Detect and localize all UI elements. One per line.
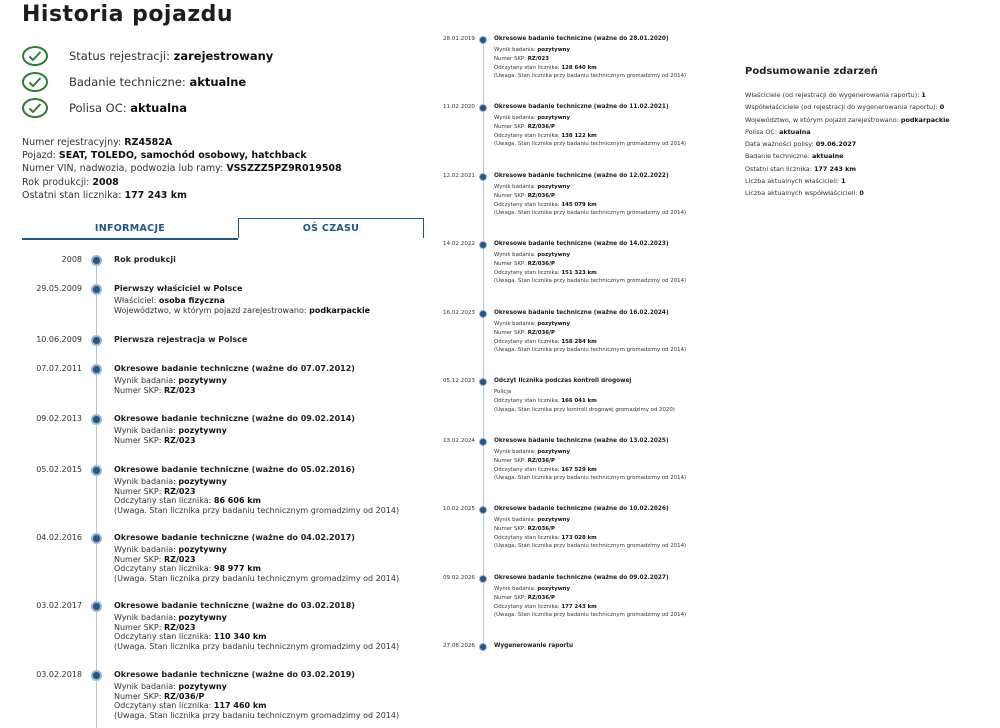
timeline-dot-icon	[479, 575, 487, 583]
event-detail-line: Odczytany stan licznika: 98 977 km	[114, 564, 261, 574]
event-detail-line: Wynik badania: pozytywny	[494, 586, 571, 592]
vehicle-info	[22, 136, 342, 202]
event-title: Okresowe badanie techniczne (ważne do 07.07.2012)	[114, 364, 355, 373]
event-detail-line: (Uwaga. Stan licznika przy badaniu technicznym gromadzimy od 2014)	[494, 141, 687, 148]
event-detail-line: Odczytany stan licznika: 145 079 km	[494, 201, 597, 208]
event-detail-line: Numer SKP: RZ/036/P	[494, 457, 555, 464]
event-detail-line: Wynik badania: pozytywny	[494, 252, 571, 258]
event-detail-line: Wynik badania: pozytywny	[114, 376, 227, 385]
summary-item: Ostatni stan licznika: 177 243 km	[745, 164, 856, 173]
event-title: Okresowe badanie techniczne (ważne do 04.02.2017)	[114, 533, 355, 542]
event-date: 14.02.2022	[442, 241, 475, 247]
timeline-dot-icon	[479, 438, 487, 446]
status-registration: Status rejestracji: zarejestrowany	[22, 44, 273, 68]
event-details	[494, 251, 686, 286]
event-date: 10.02.2025	[442, 506, 475, 512]
event-detail-line: Numer SKP: RZ/023	[114, 554, 196, 564]
timeline-dot-icon	[91, 601, 102, 612]
event-details	[494, 46, 686, 81]
event-date: 16.02.2023	[442, 310, 475, 316]
event-title: Okresowe badanie techniczne (ważne do 10.02.2026)	[494, 506, 669, 512]
tab-os-czasu[interactable]: OŚ CZASU	[238, 218, 424, 238]
event-title: Okresowe badanie techniczne (ważne do 09.02.2027)	[494, 575, 669, 581]
event-title: Okresowe badanie techniczne (ważne do 03.02.2019)	[114, 670, 355, 679]
event-date: 05.02.2015	[36, 465, 82, 474]
summary-item: Właściciele (od rejestracji do wygenerowania raportu): 1	[745, 91, 926, 99]
event-title: Okresowe badanie techniczne (ważne do 11.02.2021)	[494, 104, 669, 110]
event-detail-line: Wynik badania: pozytywny	[114, 613, 227, 622]
event-detail-line: Policja	[494, 389, 512, 395]
event-details	[114, 376, 227, 395]
event-detail-line: Wynik badania: pozytywny	[494, 47, 571, 53]
event-date: 28.01.2019	[442, 36, 475, 42]
event-details	[114, 545, 399, 583]
event-details	[494, 114, 686, 149]
event-title: Okresowe badanie techniczne (ważne do 12.02.2022)	[494, 173, 669, 179]
event-detail-line: Województwo, w którym pojazd zarejestrowano: podkarpackie	[114, 305, 371, 315]
check-circle-icon	[22, 46, 48, 66]
event-date: 09.02.2013	[36, 414, 82, 423]
event-title: Okresowe badanie techniczne (ważne do 13.02.2025)	[494, 438, 669, 444]
event-detail-line: Wynik badania: pozytywny	[494, 115, 571, 121]
event-detail-line: (Uwaga. Stan licznika przy badaniu technicznym gromadzimy od 2014)	[494, 73, 687, 80]
timeline-dot-icon	[91, 284, 102, 295]
event-detail-line: (Uwaga. Stan licznika przy badaniu technicznym gromadzimy od 2014)	[494, 475, 687, 482]
event-details	[114, 296, 370, 315]
event-detail-line: Wynik badania: pozytywny	[114, 477, 227, 486]
vehicle-model: Pojazd: SEAT, TOLEDO, samochód osobowy, hatchback	[22, 150, 307, 162]
event-title: Okresowe badanie techniczne (ważne do 09.02.2014)	[114, 414, 355, 423]
summary-title: Podsumowanie zdarzeń	[745, 66, 878, 77]
event-date: 29.05.2009	[36, 284, 82, 293]
event-detail-line: (Uwaga. Stan licznika przy badaniu technicznym gromadzimy od 2014)	[494, 210, 687, 217]
event-detail-line: (Uwaga. Stan licznika przy badaniu technicznym gromadzimy od 2014)	[114, 573, 400, 583]
vehicle-mileage: Ostatni stan licznika: 177 243 km	[22, 189, 187, 201]
vehicle-vin: Numer VIN, nadwozia, podwozia lub ramy: VSSZZZ5PZ9R019508	[22, 163, 342, 175]
event-detail-line: Odczytany stan licznika: 177 243 km	[494, 603, 597, 610]
event-detail-line: Wynik badania: pozytywny	[494, 184, 571, 190]
event-detail-line: (Uwaga. Stan licznika przy badaniu technicznym gromadzimy od 2014)	[114, 641, 400, 651]
event-details	[114, 613, 399, 651]
event-date: 09.02.2026	[442, 575, 475, 581]
summary-item: Liczba aktualnych współwłaścicieli: 0	[745, 189, 864, 198]
event-detail-line: Odczytany stan licznika: 167 529 km	[494, 466, 597, 473]
event-detail-line: Numer SKP: RZ/036/P	[494, 525, 555, 532]
event-detail-line: Odczytany stan licznika: 151 323 km	[494, 269, 597, 276]
event-detail-line: Numer SKP: RZ/023	[114, 435, 196, 445]
event-detail-line: Odczytany stan licznika: 128 640 km	[494, 64, 597, 71]
timeline-dot-icon	[479, 36, 487, 44]
event-detail-line: (Uwaga. Stan licznika przy badaniu technicznym gromadzimy od 2014)	[494, 347, 687, 354]
event-detail-line: Numer SKP: RZ/036/P	[114, 691, 205, 701]
timeline-dot-icon	[479, 506, 487, 514]
event-detail-line: (Uwaga. Stan licznika przy badaniu technicznym gromadzimy od 2014)	[494, 543, 687, 550]
event-date: 04.02.2016	[36, 533, 82, 542]
event-title: Odczyt licznika podczas kontroli drogowej	[494, 378, 632, 384]
event-detail-line: Numer SKP: RZ/023	[114, 385, 196, 395]
event-details	[114, 682, 399, 720]
page-title: Historia pojazdu	[22, 2, 234, 27]
check-circle-icon	[22, 98, 48, 118]
event-date: 07.07.2011	[36, 364, 82, 373]
event-title: Pierwszy właściciel w Polsce	[114, 284, 243, 293]
event-detail-line: Numer SKP: RZ/036/P	[494, 594, 555, 601]
event-title: Rok produkcji	[114, 255, 176, 264]
summary-item: Data ważności polisy: 09.06.2027	[745, 140, 857, 149]
timeline-dot-icon	[91, 414, 102, 425]
event-date: 13.02.2024	[442, 438, 475, 444]
event-title: Okresowe badanie techniczne (ważne do 16.02.2024)	[494, 310, 669, 316]
event-detail-line: Odczytany stan licznika: 158 284 km	[494, 338, 597, 345]
summary-item: Województwo, w którym pojazd zarejestrowano: podkarpackie	[745, 115, 950, 124]
event-title: Okresowe badanie techniczne (ważne do 05.02.2016)	[114, 465, 355, 474]
event-details	[494, 388, 675, 414]
event-detail-line: Właściciel: osoba fizyczna	[114, 296, 225, 305]
event-title: Pierwsza rejestracja w Polsce	[114, 335, 248, 344]
event-date: 10.06.2009	[36, 335, 82, 344]
timeline-dot-icon	[479, 378, 487, 386]
check-circle-icon	[22, 72, 48, 92]
summary-item: Współwłaściciele (od rejestracji do wygenerowania raportu): 0	[745, 103, 945, 112]
event-detail-line: (Uwaga. Stan licznika przy kontroli drogowej gromadzimy od 2020)	[494, 406, 675, 413]
event-detail-line: Numer SKP: RZ/036/P	[494, 329, 555, 336]
event-date: 12.02.2021	[442, 173, 475, 179]
timeline-dot-icon	[91, 670, 102, 681]
timeline-line	[96, 256, 97, 728]
event-detail-line: Wynik badania: pozytywny	[114, 545, 227, 554]
event-date: 03.02.2018	[36, 670, 82, 679]
event-details	[494, 183, 686, 218]
status-insurance: Polisa OC: aktualna	[22, 96, 187, 120]
event-title: Okresowe badanie techniczne (ważne do 28.01.2020)	[494, 36, 669, 42]
event-detail-line: (Uwaga. Stan licznika przy badaniu technicznym gromadzimy od 2014)	[114, 505, 400, 515]
event-detail-line: Wynik badania: pozytywny	[494, 321, 571, 327]
summary-item: Badanie techniczne: aktualne	[745, 152, 844, 161]
timeline-dot-icon	[479, 643, 487, 651]
timeline-dot-icon	[479, 241, 487, 249]
event-detail-line: Odczytany stan licznika: 86 606 km	[114, 496, 261, 506]
event-detail-line: Wynik badania: pozytywny	[494, 517, 571, 523]
tab-informacje[interactable]: INFORMACJE	[22, 219, 238, 240]
event-title: Okresowe badanie techniczne (ważne do 03.02.2018)	[114, 601, 355, 610]
event-detail-line: (Uwaga. Stan licznika przy badaniu technicznym gromadzimy od 2014)	[494, 612, 687, 619]
event-date: 05.12.2023	[442, 378, 475, 384]
timeline-dot-icon	[91, 364, 102, 375]
event-details	[494, 448, 686, 483]
event-detail-line: Numer SKP: RZ/023	[494, 55, 549, 62]
event-date: 11.02.2020	[442, 104, 475, 110]
event-detail-line: (Uwaga. Stan licznika przy badaniu technicznym gromadzimy od 2014)	[494, 278, 687, 285]
event-detail-line: Numer SKP: RZ/023	[114, 622, 196, 632]
timeline-dot-icon	[91, 335, 102, 346]
event-detail-line: Odczytany stan licznika: 173 028 km	[494, 534, 597, 541]
timeline-line	[483, 38, 484, 650]
event-detail-line: Numer SKP: RZ/036/P	[494, 260, 555, 267]
event-detail-line: (Uwaga. Stan licznika przy badaniu technicznym gromadzimy od 2014)	[114, 710, 400, 720]
event-date: 27.08.2026	[442, 643, 475, 649]
event-title: Wygenerowanie raportu	[494, 643, 574, 649]
timeline-dot-icon	[479, 104, 487, 112]
event-details	[494, 516, 686, 551]
event-detail-line: Numer SKP: RZ/036/P	[494, 123, 555, 130]
event-details	[114, 426, 227, 445]
event-detail-line: Odczytany stan licznika: 166 041 km	[494, 397, 597, 404]
timeline-dot-icon	[479, 310, 487, 318]
summary-item: Polisa OC: aktualna	[745, 127, 811, 136]
vehicle-registration-number: Numer rejestracyjny: RZ4582A	[22, 137, 173, 148]
event-details	[114, 477, 399, 515]
event-detail-line: Wynik badania: pozytywny	[114, 682, 227, 691]
timeline-dot-icon	[91, 465, 102, 476]
event-detail-line: Odczytany stan licznika: 138 122 km	[494, 132, 597, 139]
event-detail-line: Wynik badania: pozytywny	[494, 449, 571, 455]
timeline-dot-icon	[91, 255, 102, 266]
vehicle-production-year: Rok produkcji: 2008	[22, 176, 119, 188]
event-date: 03.02.2017	[36, 601, 82, 610]
event-date: 2008	[61, 255, 82, 264]
event-detail-line: Numer SKP: RZ/023	[114, 486, 196, 496]
timeline-dot-icon	[479, 173, 487, 181]
event-detail-line: Numer SKP: RZ/036/P	[494, 192, 555, 199]
event-detail-line: Odczytany stan licznika: 110 340 km	[114, 632, 267, 642]
summary-list	[745, 89, 950, 200]
event-title: Okresowe badanie techniczne (ważne do 14.02.2023)	[494, 241, 669, 247]
event-details	[494, 585, 686, 620]
event-details	[494, 320, 686, 355]
event-detail-line: Wynik badania: pozytywny	[114, 426, 227, 435]
status-inspection: Badanie techniczne: aktualne	[22, 70, 246, 94]
summary-item: Liczba aktualnych właścicieli: 1	[745, 177, 846, 186]
event-detail-line: Odczytany stan licznika: 117 460 km	[114, 701, 267, 711]
timeline-dot-icon	[91, 533, 102, 544]
